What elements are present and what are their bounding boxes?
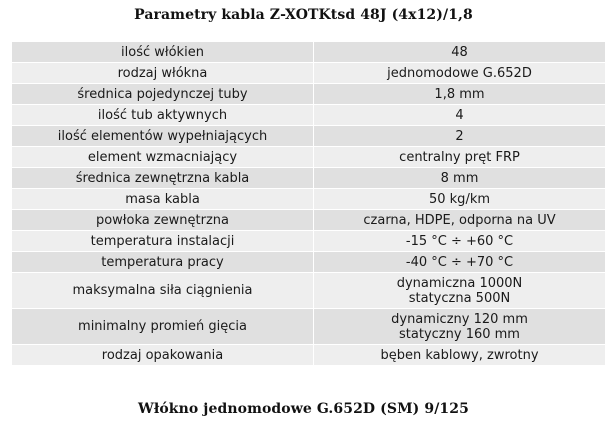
param-label: rodzaj włókna xyxy=(12,63,314,84)
param-label: ilość tub aktywnych xyxy=(12,105,314,126)
param-value: -15 °C ÷ +60 °C xyxy=(314,231,606,252)
param-label: maksymalna siła ciągnienia xyxy=(12,273,314,309)
param-value-line: statyczny 160 mm xyxy=(399,326,520,342)
param-value: 8 mm xyxy=(314,168,606,189)
param-value: 50 kg/km xyxy=(314,189,606,210)
param-label: ilość elementów wypełniających xyxy=(12,126,314,147)
table-row xyxy=(12,42,606,63)
param-label: średnica pojedynczej tuby xyxy=(12,84,314,105)
page-title: Parametry kabla Z-XOTKtsd 48J (4x12)/1,8 xyxy=(134,7,473,23)
table-row xyxy=(12,273,606,309)
param-value: bęben kablowy, zwrotny xyxy=(314,345,606,366)
param-label: rodzaj opakowania xyxy=(12,345,314,366)
param-value: czarna, HDPE, odporna na UV xyxy=(314,210,606,231)
table-row xyxy=(12,345,606,366)
table-row xyxy=(12,231,606,252)
param-label: powłoka zewnętrzna xyxy=(12,210,314,231)
param-value xyxy=(314,309,606,345)
table-row xyxy=(12,189,606,210)
param-value xyxy=(314,273,606,309)
param-label: średnica zewnętrzna kabla xyxy=(12,168,314,189)
param-label: temperatura instalacji xyxy=(12,231,314,252)
param-value: 1,8 mm xyxy=(314,84,606,105)
table-row xyxy=(12,309,606,345)
table-row xyxy=(12,168,606,189)
param-value-line: dynamiczna 1000N xyxy=(396,275,523,291)
param-value: centralny pręt FRP xyxy=(314,147,606,168)
section-title: Włókno jednomodowe G.652D (SM) 9/125 xyxy=(138,401,469,417)
table-row xyxy=(12,84,606,105)
param-value: -40 °C ÷ +70 °C xyxy=(314,252,606,273)
param-label: element wzmacniający xyxy=(12,147,314,168)
param-label: temperatura pracy xyxy=(12,252,314,273)
table-row xyxy=(12,105,606,126)
table-row xyxy=(12,63,606,84)
param-label: masa kabla xyxy=(12,189,314,210)
param-value: 48 xyxy=(314,42,606,63)
param-value: 4 xyxy=(314,105,606,126)
param-value-line: statyczna 500N xyxy=(408,290,511,306)
cable-parameters-table xyxy=(11,41,606,366)
param-value: 2 xyxy=(314,126,606,147)
param-label: minimalny promień gięcia xyxy=(12,309,314,345)
param-label: ilość włókien xyxy=(12,42,314,63)
table-row xyxy=(12,126,606,147)
param-value: jednomodowe G.652D xyxy=(314,63,606,84)
table-row xyxy=(12,252,606,273)
table-row xyxy=(12,147,606,168)
param-value-line: dynamiczny 120 mm xyxy=(391,311,528,327)
table-row xyxy=(12,210,606,231)
